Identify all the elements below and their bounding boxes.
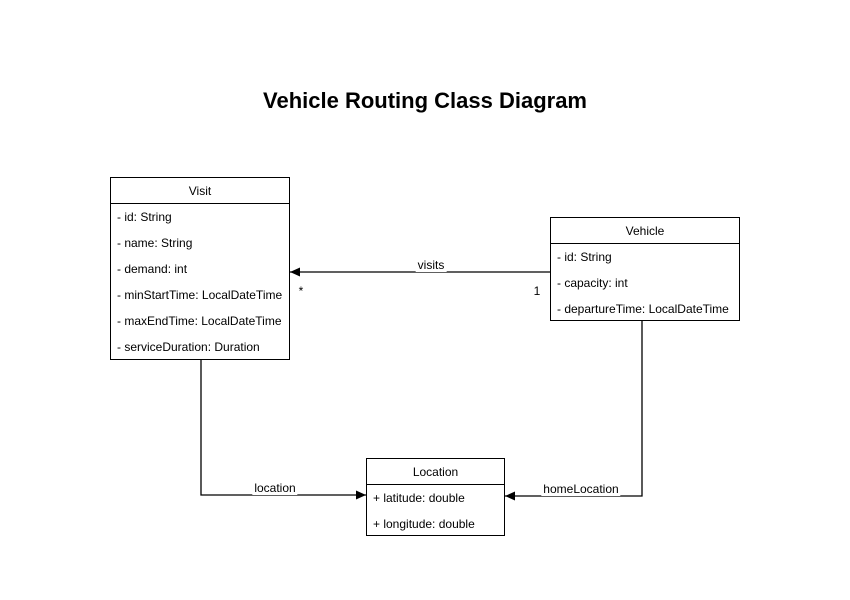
class-vehicle[interactable]	[550, 217, 740, 321]
class-vehicle-title: Vehicle	[551, 218, 739, 244]
class-field: - departureTime: LocalDateTime	[557, 302, 729, 316]
edge-label-visits[interactable]: visits	[417, 258, 445, 272]
class-field: - capacity: int	[557, 276, 628, 290]
multiplicity-visits-many: *	[298, 284, 304, 298]
class-field: + latitude: double	[373, 491, 465, 505]
class-field: - maxEndTime: LocalDateTime	[117, 314, 282, 328]
class-field: - demand: int	[117, 262, 188, 276]
class-location[interactable]	[366, 458, 505, 536]
class-field: - id: String	[117, 210, 172, 224]
class-field: - minStartTime: LocalDateTime	[117, 288, 283, 302]
class-visit[interactable]	[110, 177, 290, 360]
class-field: - serviceDuration: Duration	[117, 340, 260, 354]
class-field: - id: String	[557, 250, 612, 264]
class-location-title: Location	[367, 459, 504, 485]
multiplicity-visits-one: 1	[533, 284, 541, 298]
edge-location[interactable]	[201, 360, 366, 495]
edge-label-home-location[interactable]: homeLocation	[543, 482, 619, 496]
class-field: + longitude: double	[373, 517, 475, 531]
edge-label-location[interactable]: location	[254, 481, 296, 495]
diagram-title: Vehicle Routing Class Diagram	[263, 88, 587, 113]
class-visit-title: Visit	[111, 178, 289, 204]
edge-home-location[interactable]	[505, 321, 642, 496]
class-field: - name: String	[117, 236, 193, 250]
